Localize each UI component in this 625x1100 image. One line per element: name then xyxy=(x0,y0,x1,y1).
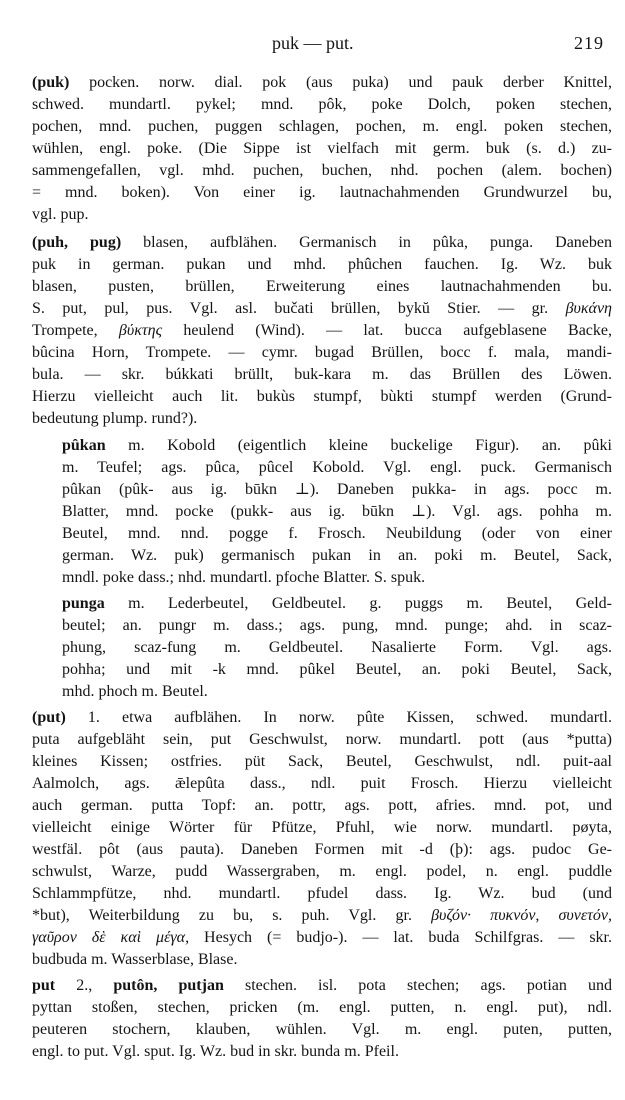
text-line: bula. — skr. búkkati brüllt, buk-kara m. das Brüllen des Löwen. xyxy=(32,366,612,383)
text-segment: blasen, aufblähen. Germanisch in pûka, punga. Daneben xyxy=(121,234,613,251)
text-line xyxy=(32,72,612,94)
text-line: phung, scaz-fung m. Geldbeutel. Nasalierte Form. Vgl. ags. xyxy=(62,639,612,656)
text-line: pyttan stoßen, stechen, pricken (m. engl. putten, n. engl. put), ndl. xyxy=(32,999,612,1016)
greek-text: γαῦρον δὲ καὶ μέγα, xyxy=(32,929,190,946)
text-line: pûkan (pûk- aus ig. būkn ⊥). Daneben pukka- in ags. pocc m. xyxy=(62,481,612,498)
text-segment: 2., xyxy=(55,977,114,994)
entry-punga xyxy=(62,593,612,703)
text-line: beutel; an. pungr m. dass.; ags. pung, mnd. punge; ahd. in scaz- xyxy=(62,617,612,634)
text-line: pochen, mnd. puchen, puggen schlagen, pochen, m. engl. poken stechen, xyxy=(32,118,612,135)
text-line: m. Teufel; ags. pûca, pûcel Kobold. Vgl. engl. puck. Germanisch xyxy=(62,459,612,476)
headword: (put) xyxy=(32,709,66,726)
text-line: wühlen, engl. poke. (Die Sippe ist vielfach mit germ. buk (s. d.) zu- xyxy=(32,140,612,157)
entry-puk xyxy=(32,72,612,226)
text-segment: heulend (Wind). — lat. bucca aufgeblasene Backe, xyxy=(162,322,612,339)
headword: punga xyxy=(62,595,105,612)
text-line: sammengefallen, vgl. mhd. puchen, buchen, nhd. pochen (alem. bochen) xyxy=(32,162,612,179)
text-line: Beutel, mnd. nnd. pogge f. Frosch. Neubildung (oder von einer xyxy=(62,525,612,542)
text-line: schwed. mundartl. pykel; mnd. pôk, poke Dolch, poken stechen, xyxy=(32,96,612,113)
text-line: Aalmolch, ags. ǣlepûta dass., ndl. puit Frosch. Hierzu vielleicht xyxy=(32,775,612,792)
text-line: bûcina Horn, Trompete. — cymr. bugad Brüllen, bocc f. mala, mandi- xyxy=(32,344,612,361)
text-line xyxy=(32,927,612,949)
text-line: schwulst, Warze, pudd Wassergraben, m. engl. podel, n. engl. puddle xyxy=(32,863,612,880)
text-line: kleines Kissen; ostfries. püt Sack, Beutel, Geschwulst, ndl. puit-aal xyxy=(32,753,612,770)
text-line xyxy=(62,593,612,615)
text-segment: m. Kobold (eigentlich kleine buckelige Figur). an. pûki xyxy=(105,437,612,454)
text-line xyxy=(32,232,612,254)
text-line: budbuda m. Wasserblase, Blase. xyxy=(32,951,238,968)
text-line: vielleicht einige Wörter für Pfütze, Pfuhl, wie norw. mundartl. pøyta, xyxy=(32,819,612,836)
text-line xyxy=(32,905,612,927)
page-number: 219 xyxy=(574,33,604,53)
entry-put1 xyxy=(32,707,612,971)
headword: (puk) xyxy=(32,74,70,91)
text-line: Schlammpfütze, nhd. mundartl. pfudel dass. Ig. Wz. bud (und xyxy=(32,885,612,902)
text-line: Blatter, mnd. pocke (pukk- aus ig. būkn ⊥). Vgl. ags. pohha m. xyxy=(62,503,612,520)
text-line: bedeutung plump. rund?). xyxy=(32,410,198,427)
greek-text: βύκτης xyxy=(118,322,163,339)
text-line xyxy=(32,975,612,997)
headword: (puh, pug) xyxy=(32,234,122,251)
text-segment: Hesych (= budjo-). — lat. buda Schilfgras. — skr. xyxy=(189,929,612,946)
greek-text: βυκάνη xyxy=(565,300,612,317)
text-segment: stechen. isl. pota stechen; ags. potian und xyxy=(223,977,613,994)
entry-puh xyxy=(32,232,612,430)
text-segment: m. Lederbeutel, Geldbeutel. g. puggs m. Beutel, Geld- xyxy=(104,595,612,612)
headword: put xyxy=(32,977,56,994)
text-line: pohha; und mit -k mnd. pûkel Beutel, an. poki Beutel, Sack, xyxy=(62,661,612,678)
text-segment: pocken. norw. dial. pok (aus puka) und pauk derber Knittel, xyxy=(69,74,612,91)
text-segment: *but), Weiterbildung zu bu, s. puh. Vgl. gr. xyxy=(32,907,432,924)
greek-text: βυζόν· πυκνόν, συνετόν, xyxy=(431,907,613,924)
text-segment: Trompete, xyxy=(32,322,119,339)
text-line xyxy=(32,320,612,342)
entry-put2 xyxy=(32,975,612,1063)
text-line: blasen, pusten, brüllen, Erweiterung eines lautnachahmenden bu. xyxy=(32,278,612,295)
text-line xyxy=(62,435,612,457)
text-line xyxy=(32,707,612,729)
text-line: vgl. pup. xyxy=(32,206,89,223)
text-line: auch german. putta Topf: an. pottr, ags. pott, afries. mnd. pot, und xyxy=(32,797,612,814)
text-segment: 1. etwa aufblähen. In norw. pûte Kissen, schwed. mundartl. xyxy=(65,709,612,726)
text-segment: S. put, pul, pus. Vgl. asl. bučati brüllen, bykŭ Stier. — gr. xyxy=(32,300,566,317)
text-line: engl. to put. Vgl. sput. Ig. Wz. bud in skr. bunda m. Pfeil. xyxy=(32,1043,399,1060)
running-head: puk — put. xyxy=(272,33,354,53)
text-line xyxy=(32,298,612,320)
headword: putôn, putjan xyxy=(113,977,224,994)
entry-pukan xyxy=(62,435,612,589)
text-line: peuteren stochern, klauben, wühlen. Vgl. m. engl. puten, putten, xyxy=(32,1021,612,1038)
text-line: westfäl. pôt (aus pauta). Daneben Formen mit -d (þ): ags. pudoc Ge- xyxy=(32,841,612,858)
headword: pûkan xyxy=(62,437,106,454)
text-line: Hierzu vielleicht auch lit. bukùs stumpf, bùkti stumpf werden (Grund- xyxy=(32,388,612,405)
text-line: german. Wz. puk) germanisch pukan in an. poki m. Beutel, Sack, xyxy=(62,547,612,564)
text-line: mhd. phoch m. Beutel. xyxy=(62,683,208,700)
text-line: = mnd. boken). Von einer ig. lautnachahmenden Grundwurzel bu, xyxy=(32,184,612,201)
text-line: mndl. poke dass.; nhd. mundartl. pfoche Blatter. S. spuk. xyxy=(62,569,426,586)
text-line: puk in german. pukan und mhd. phûchen fauchen. Ig. Wz. buk xyxy=(32,256,612,273)
text-line: puta aufgebläht sein, put Geschwulst, norw. mundartl. pott (aus *putta) xyxy=(32,731,612,748)
